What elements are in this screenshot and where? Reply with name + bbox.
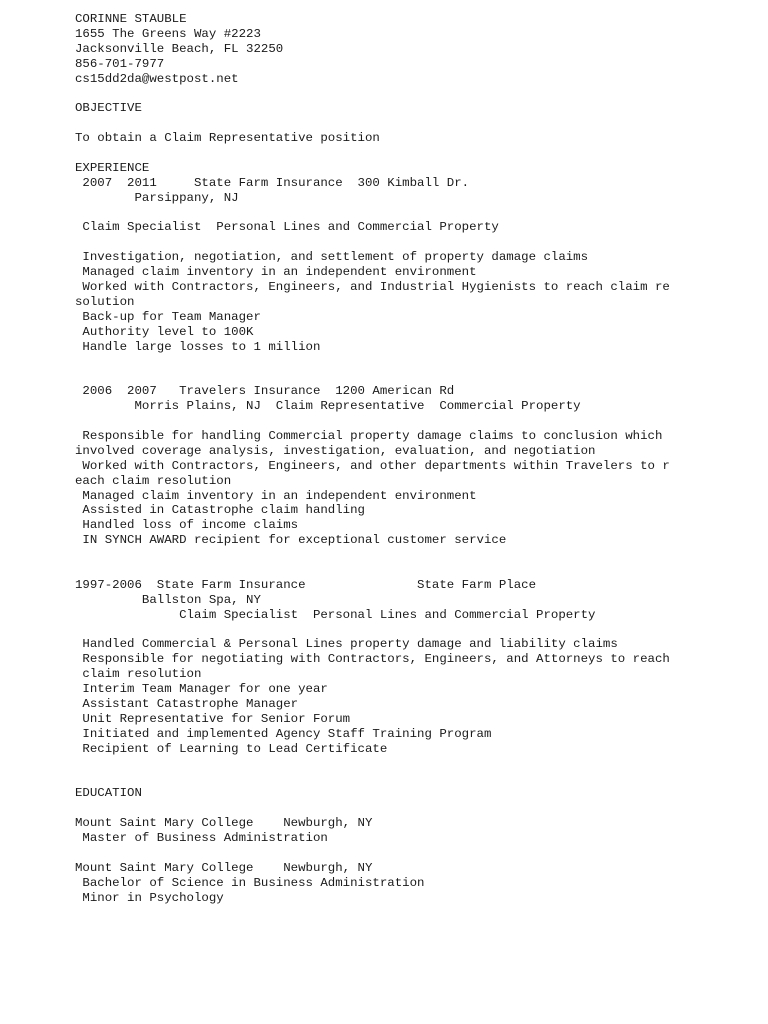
blank-line bbox=[75, 771, 755, 786]
job3-duty-continued: claim resolution bbox=[75, 667, 202, 682]
email-line: cs15dd2da@westpost.net bbox=[75, 71, 239, 86]
job2-duty: Worked with Contractors, Engineers, and other departments within Travelers to r bbox=[75, 458, 670, 473]
experience-heading: EXPERIENCE bbox=[75, 160, 150, 175]
job3-title: Claim Specialist Personal Lines and Commercial Property bbox=[75, 607, 596, 622]
job1-location: Parsippany, NJ bbox=[75, 190, 239, 205]
blank-line bbox=[75, 86, 755, 101]
blank-line bbox=[75, 206, 755, 221]
resume-document bbox=[75, 12, 755, 905]
job3-duty: Assistant Catastrophe Manager bbox=[75, 696, 299, 711]
job3-duty: Recipient of Learning to Lead Certificate bbox=[75, 741, 388, 756]
edu1-degree: Master of Business Administration bbox=[75, 830, 328, 845]
edu1-school: Mount Saint Mary College Newburgh, NY bbox=[75, 816, 373, 831]
objective-heading: OBJECTIVE bbox=[75, 101, 142, 116]
edu2-school: Mount Saint Mary College Newburgh, NY bbox=[75, 860, 373, 875]
phone-line: 856-701-7977 bbox=[75, 56, 165, 71]
address-city-line: Jacksonville Beach, FL 32250 bbox=[75, 41, 284, 56]
objective-text: To obtain a Claim Representative position bbox=[75, 131, 380, 146]
education-heading: EDUCATION bbox=[75, 786, 142, 801]
blank-line bbox=[75, 354, 755, 369]
address-street-line: 1655 The Greens Way #2223 bbox=[75, 26, 261, 41]
job2-duty: Handled loss of income claims bbox=[75, 518, 299, 533]
blank-line bbox=[75, 846, 755, 861]
job3-location: Ballston Spa, NY bbox=[75, 592, 261, 607]
job2-location-title: Morris Plains, NJ Claim Representative Commercial Property bbox=[75, 399, 581, 414]
job1-duty-continued: solution bbox=[75, 294, 135, 309]
job1-duty: Handle large losses to 1 million bbox=[75, 339, 321, 354]
blank-line bbox=[75, 369, 755, 384]
job1-duty: Back-up for Team Manager bbox=[75, 309, 261, 324]
blank-line bbox=[75, 563, 755, 578]
job3-duty: Interim Team Manager for one year bbox=[75, 682, 328, 697]
job1-duty: Investigation, negotiation, and settlement of property damage claims bbox=[75, 250, 589, 265]
blank-line bbox=[75, 414, 755, 429]
blank-line bbox=[75, 757, 755, 772]
job1-duty: Managed claim inventory in an independent environment bbox=[75, 265, 477, 280]
blank-line bbox=[75, 146, 755, 161]
job2-duty: Managed claim inventory in an independent environment bbox=[75, 488, 477, 503]
job2-duty: Responsible for handling Commercial property damage claims to conclusion which bbox=[75, 428, 663, 443]
job2-duty: IN SYNCH AWARD recipient for exceptional customer service bbox=[75, 533, 507, 548]
job1-duty: Authority level to 100K bbox=[75, 324, 254, 339]
name-line: CORINNE STAUBLE bbox=[75, 12, 187, 26]
job3-duty: Handled Commercial & Personal Lines property damage and liability claims bbox=[75, 637, 618, 652]
job3-header: 1997-2006 State Farm Insurance State Farm Place bbox=[75, 577, 537, 592]
job1-title: Claim Specialist Personal Lines and Commercial Property bbox=[75, 220, 499, 235]
edu2-degree: Bachelor of Science in Business Administration bbox=[75, 875, 425, 890]
job1-duty: Worked with Contractors, Engineers, and Industrial Hygienists to reach claim re bbox=[75, 280, 670, 295]
job3-duty: Unit Representative for Senior Forum bbox=[75, 711, 351, 726]
job2-duty-continued: involved coverage analysis, investigation, evaluation, and negotiation bbox=[75, 443, 596, 458]
blank-line bbox=[75, 116, 755, 131]
job1-header: 2007 2011 State Farm Insurance 300 Kimball Dr. bbox=[75, 175, 470, 190]
job2-duty-continued: each claim resolution bbox=[75, 473, 232, 488]
blank-line bbox=[75, 548, 755, 563]
job2-header: 2006 2007 Travelers Insurance 1200 American Rd bbox=[75, 384, 455, 399]
job3-duty: Responsible for negotiating with Contractors, Engineers, and Attorneys to reach bbox=[75, 652, 670, 667]
job3-duty: Initiated and implemented Agency Staff Training Program bbox=[75, 726, 492, 741]
edu2-minor: Minor in Psychology bbox=[75, 890, 224, 905]
blank-line bbox=[75, 801, 755, 816]
job2-duty: Assisted in Catastrophe claim handling bbox=[75, 503, 365, 518]
blank-line bbox=[75, 623, 755, 638]
blank-line bbox=[75, 235, 755, 250]
